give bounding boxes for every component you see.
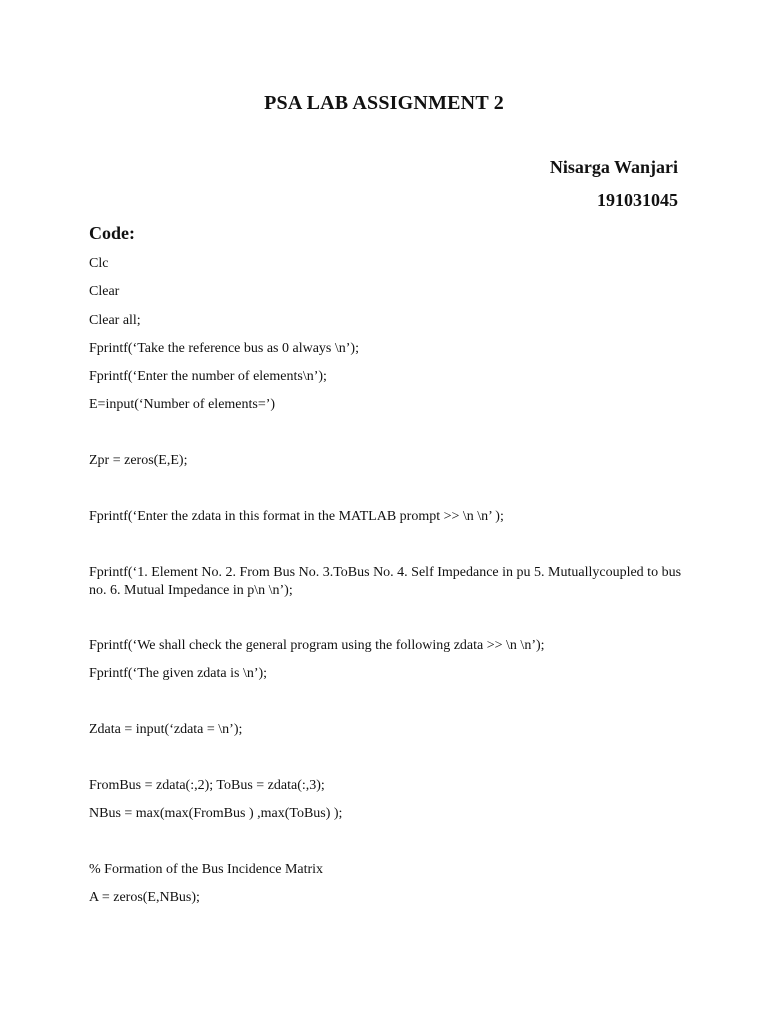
code-line: Zdata = input(‘zdata = \n’); xyxy=(89,722,243,737)
code-line: NBus = max(max(FromBus ) ,max(ToBus) ); xyxy=(89,806,343,821)
code-line: Clc xyxy=(89,256,109,271)
code-line: Fprintf(‘1. Element No. 2. From Bus No. 3.ToBus No. 4. Self Impedance in pu 5. Mutuallycoupled to bus no. 6. Mutual Impedance in p\n \n’); xyxy=(89,565,682,598)
roll-number: 191031045 xyxy=(597,190,678,210)
author-name: Nisarga Wanjari xyxy=(549,157,678,177)
code-line: Fprintf(‘Enter the number of elements\n’); xyxy=(89,369,327,384)
code-line: Fprintf(‘We shall check the general program using the following zdata >> \n \n’); xyxy=(89,638,545,653)
code-line: E=input(‘Number of elements=’) xyxy=(89,397,276,412)
code-line: A = zeros(E,NBus); xyxy=(89,890,200,905)
code-heading: Code: xyxy=(89,223,135,243)
page-title: PSA LAB ASSIGNMENT 2 xyxy=(264,92,504,114)
code-line: Zpr = zeros(E,E); xyxy=(89,453,188,468)
code-line: Fprintf(‘Take the reference bus as 0 always \n’); xyxy=(89,341,359,356)
code-line: Clear all; xyxy=(89,313,141,328)
code-line: % Formation of the Bus Incidence Matrix xyxy=(89,862,324,877)
code-line: FromBus = zdata(:,2); ToBus = zdata(:,3); xyxy=(89,778,325,793)
code-line: Clear xyxy=(89,284,120,299)
code-line: Fprintf(‘The given zdata is \n’); xyxy=(89,666,268,681)
code-line: Fprintf(‘Enter the zdata in this format in the MATLAB prompt >> \n \n’ ); xyxy=(89,509,504,524)
